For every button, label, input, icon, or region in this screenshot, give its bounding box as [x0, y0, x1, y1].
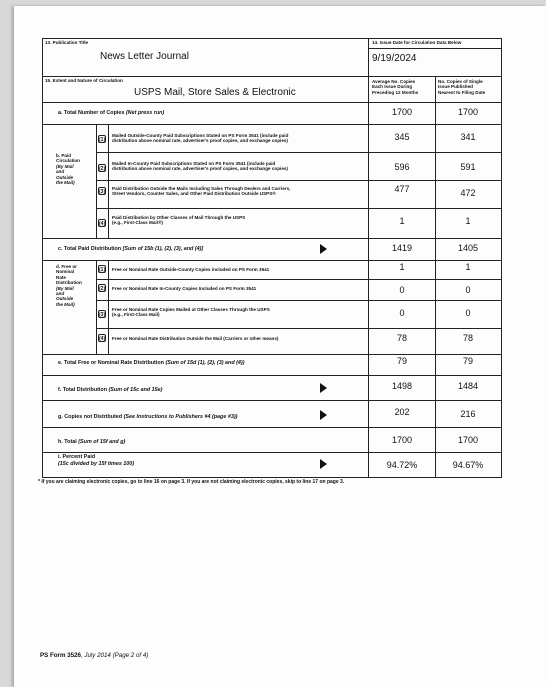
d1-avg: 1: [399, 262, 405, 272]
arrow-right-icon: [320, 459, 327, 469]
row-e-single: 79: [462, 356, 473, 366]
b3-avg: 477: [394, 184, 410, 194]
row-c-single: 1405: [457, 243, 479, 253]
b2-description: Mailed In-County Paid Subscriptions Stated on PS Form 3541 (include paid distribution above nominal rate, advertiser's proof copies, and exchange copies): [112, 161, 288, 172]
row-g-avg: 202: [394, 407, 410, 417]
b4-description: Paid Distribution by Other Classes of Mail Through the USPS (e.g., First-Class Mail®): [112, 215, 246, 226]
row-f-single: 1484: [457, 381, 479, 391]
d2-single: 0: [465, 285, 471, 295]
row-e-avg: 79: [396, 356, 407, 366]
b4-single: 1: [465, 216, 471, 226]
form-footer: PS Form 3526, July 2014 (Page 2 of 4): [40, 652, 149, 659]
b1-number: (1): [99, 137, 106, 143]
row-c-avg: 1419: [391, 243, 413, 253]
circulation-form: [38, 38, 502, 485]
form-frame: [42, 38, 502, 478]
d1-number: (1): [99, 267, 106, 273]
row-i-avg: 94.72%: [386, 460, 418, 470]
extent-label: 15. Extent and Nature of Circulation: [45, 78, 123, 83]
pub-title-label: 13. Publication Title: [45, 40, 89, 45]
electronic-copies-note: * If you are claiming electronic copies, go to line 16 on page 3. If you are not claiming electronic copies, skip to line 17 on page 3.: [38, 479, 345, 485]
b3-number: (3): [99, 189, 106, 195]
d3-single: 0: [465, 308, 471, 318]
b1-single: 341: [460, 132, 476, 142]
row-g-single: 216: [460, 409, 476, 419]
d3-number: (3): [99, 312, 106, 318]
row-f-avg: 1498: [391, 381, 413, 391]
d4-description: Free or Nominal Rate Distribution Outside the Mail (Carriers or other means): [112, 336, 279, 341]
arrow-right-icon: [320, 244, 327, 254]
d2-avg: 0: [399, 285, 405, 295]
row-a-single: 1700: [457, 107, 479, 117]
d3-description: Free or Nominal Rate Copies Mailed at Other Classes Through the USPS (e.g., First-Class Mail): [112, 307, 270, 318]
row-d-label: d. Free or Nominal Rate Distribution (By Mail and Outside the Mail): [56, 264, 82, 307]
b1-description: Mailed Outside-County Paid Subscriptions Stated on PS Form 3541 (include paid distribution above nominal rate, advertiser's proof copies, and exchange copies): [112, 133, 289, 144]
row-f-label: f. Total Distribution (Sum of 15c and 15e): [58, 387, 163, 393]
d1-description: Free or Nominal Rate Outside-County Copies included on PS Form 3541: [112, 267, 270, 272]
d4-number: (4): [99, 336, 106, 342]
d1-single: 1: [465, 262, 471, 272]
d2-description: Free or Nominal Rate In-County Copies Included on PS Form 3541: [112, 286, 257, 291]
b2-single: 591: [460, 162, 476, 172]
row-b-label: b. Paid Circulation (By Mail and Outside the Mail): [56, 153, 80, 186]
row-a-label: a. Total Number of Copies (Net press run): [58, 110, 165, 116]
b3-description: Paid Distribution Outside the Mails Including Sales Through Dealers and Carriers, Street Vendors, Counter Sales, and Other Paid Distribution Outside USPS®: [112, 186, 291, 197]
b2-number: (2): [99, 166, 106, 172]
row-e-label: e. Total Free or Nominal Rate Distribution (Sum of 15d (1), (2), (3) and (4)): [58, 360, 245, 366]
row-h-label: h. Total (Sum of 15f and g): [58, 439, 126, 445]
arrow-right-icon: [320, 383, 327, 393]
single-issue-header: No. Copies of Single Issue Published Nearest to Filing Date: [438, 79, 486, 95]
avg-copies-header: Average No. Copies Each Issue During Preceding 12 Months: [372, 79, 419, 95]
arrow-right-icon: [320, 410, 327, 420]
row-i-single: 94.67%: [452, 460, 484, 470]
d2-number: (2): [99, 286, 106, 292]
d3-avg: 0: [399, 308, 405, 318]
row-g-label: g. Copies not Distributed (See Instructions to Publishers #4 (page #3)): [58, 414, 238, 420]
extent-value: USPS Mail, Store Sales & Electronic: [134, 87, 296, 98]
b1-avg: 345: [394, 132, 410, 142]
row-h-single: 1700: [457, 435, 479, 445]
issue-date-label: 14. Issue Date for Circulation Data Below: [372, 40, 462, 45]
b4-avg: 1: [399, 216, 405, 226]
b2-avg: 596: [394, 162, 410, 172]
b4-number: (4): [99, 221, 106, 227]
row-i-label: i. Percent Paid (15c divided by 15f times 100): [58, 454, 135, 467]
row-a-avg: 1700: [391, 107, 413, 117]
pub-title: News Letter Journal: [100, 51, 189, 62]
row-h-avg: 1700: [391, 435, 413, 445]
b3-single: 472: [460, 188, 476, 198]
d4-single: 78: [462, 333, 473, 343]
row-c-label: c. Total Paid Distribution [Sum of 15b (1), (2), (3), and (4)]: [58, 246, 204, 252]
issue-date: 9/19/2024: [372, 53, 417, 64]
d4-avg: 78: [396, 333, 407, 343]
